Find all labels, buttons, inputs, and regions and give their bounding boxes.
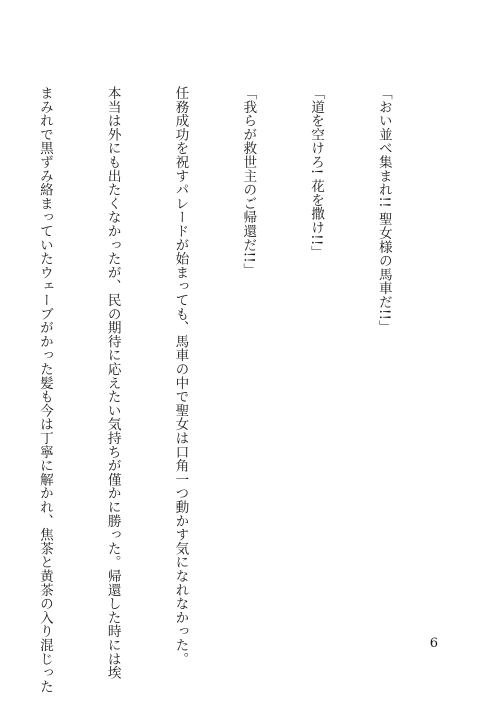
page-number: 6 <box>429 636 438 651</box>
body-text-line: 任務成功を祝すパレードが始まっても、馬車の中で聖女は口角一つ動かす気になれなかった。 <box>172 86 189 666</box>
body-text-line: 本当は外にも出たくなかったが、民の期待に応えたい気持ちが僅かに勝った。帰還した時には埃 <box>104 86 121 680</box>
vertical-text-body <box>0 86 440 694</box>
dialogue-line: 「道を空けろ! 花を撒け!!」 <box>308 86 325 260</box>
dialogue-line: 「おい並べ集まれ!! 聖女様の馬車だ!!」 <box>375 86 392 334</box>
body-text-line: まみれで黒ずみ絡まっていたウェーブがかった髪も今は丁寧に解かれ、焦茶と黄茶の入り混じった <box>36 86 53 694</box>
dialogue-line: 「我らが救世主のご帰還だ!!」 <box>240 86 257 277</box>
